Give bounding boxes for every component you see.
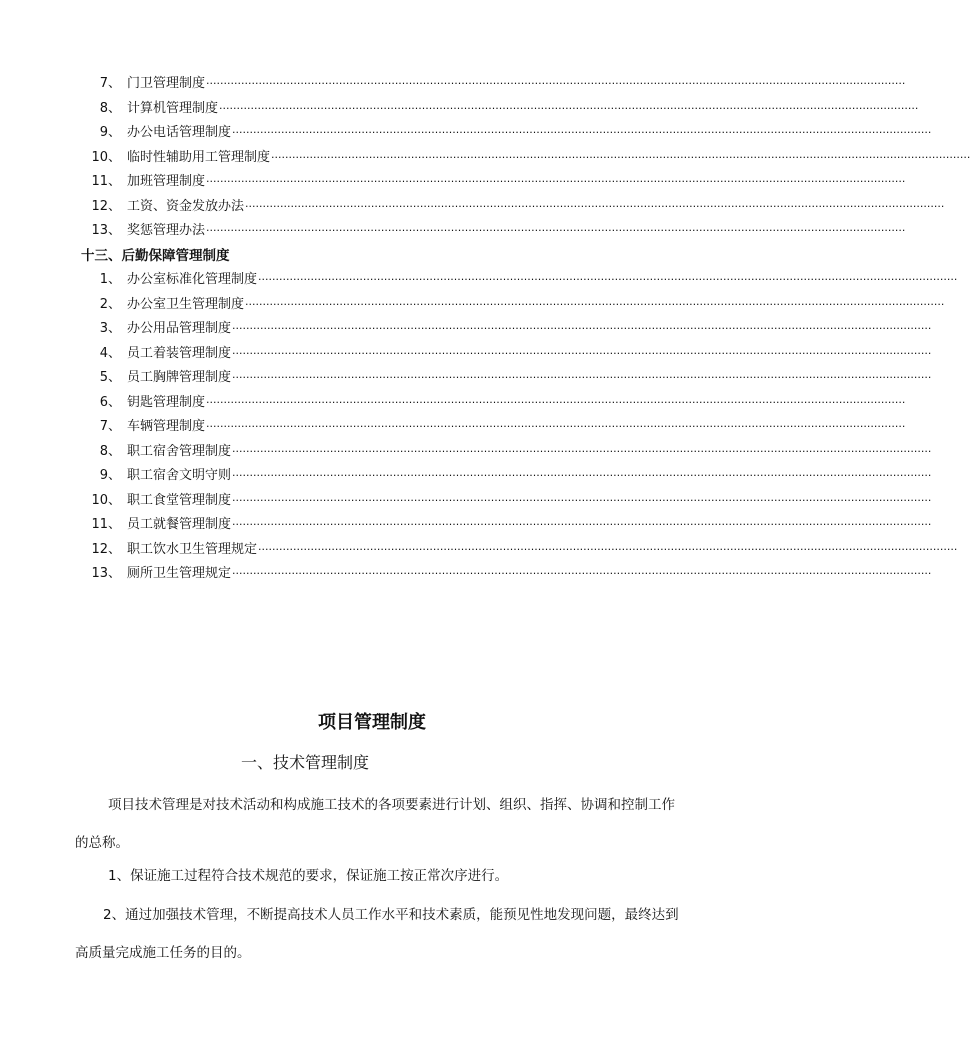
toc-leader-dots: ········································································································································································································	[232, 126, 932, 139]
toc-item-title: 员工就餐管理制度	[127, 517, 232, 532]
section-heading: 一、技术管理制度	[241, 753, 370, 772]
toc-section-title: 十三、后勤保障管理制度	[81, 247, 230, 264]
toc-item-number: 7、	[99, 76, 121, 91]
toc-item	[0, 366, 932, 391]
toc-item-title: 门卫管理制度	[127, 76, 206, 91]
toc-leader-dots: ········································································································································································································	[206, 420, 906, 433]
toc-item-title: 钥匙管理制度	[127, 394, 206, 410]
toc-item-number: 10、	[91, 492, 121, 508]
toc-item-title: 办公用品管理制度	[127, 321, 232, 336]
toc-leader-dots: ········································································································································································································	[232, 371, 932, 384]
toc-item-number: 1、	[99, 272, 121, 287]
toc-leader-dots: ········································································································································································································	[232, 518, 932, 531]
toc-leader-dots: ········································································································································································································	[271, 150, 970, 164]
toc-item	[0, 72, 906, 97]
toc-item-number: 9、	[99, 468, 121, 483]
toc-item	[0, 415, 906, 440]
toc-item-title: 职工食堂管理制度	[127, 492, 232, 508]
toc-leader-dots: ········································································································································································································	[232, 346, 932, 360]
toc-item-number: 13、	[91, 566, 121, 581]
toc-leader-dots: ········································································································································································································	[206, 224, 906, 237]
toc-item-number: 5、	[99, 370, 121, 385]
toc-item-number: 9、	[99, 125, 121, 140]
toc-item-number: 11、	[91, 517, 121, 532]
toc-item-number: 11、	[91, 174, 121, 189]
toc-leader-dots: ········································································································································································································	[206, 175, 906, 188]
toc-leader-dots: ········································································································································································································	[206, 395, 906, 409]
toc-item-title: 工资、资金发放办法	[127, 198, 245, 214]
toc-item	[0, 97, 919, 122]
toc-item	[0, 293, 945, 318]
toc-item	[0, 121, 932, 146]
toc-item	[0, 195, 945, 220]
toc-leader-dots: ········································································································································································································	[232, 567, 932, 580]
table-of-contents	[0, 72, 970, 587]
toc-item-number: 4、	[99, 345, 121, 361]
document-title: 项目管理制度	[318, 712, 426, 733]
paragraph-intro: 项目技术管理是对技术活动和构成施工技术的各项要素进行计划、组织、指挥、协调和控制工作的总称。	[75, 797, 675, 851]
toc-leader-dots: ········································································································································································································	[232, 493, 932, 507]
toc-leader-dots: ········································································································································································································	[245, 297, 945, 311]
toc-item	[0, 562, 932, 587]
toc-item-title: 职工宿舍文明守则	[127, 468, 232, 483]
toc-leader-dots: ········································································································································································································	[245, 199, 945, 213]
toc-leader-dots: ········································································································································································································	[258, 273, 958, 286]
paragraph-point-2: 2、通过加强技术管理，不断提高技术人员工作水平和技术素质，能预见性地发现问题，最终达到高质量完成施工任务的目的。	[75, 907, 679, 961]
toc-item	[0, 538, 958, 563]
toc-item-number: 3、	[99, 321, 121, 336]
toc-leader-dots: ········································································································································································································	[232, 469, 932, 482]
toc-item	[0, 146, 970, 171]
toc-item	[0, 170, 906, 195]
toc-item-title: 厕所卫生管理规定	[127, 566, 232, 581]
toc-item	[0, 513, 932, 538]
toc-item	[0, 317, 932, 342]
toc-leader-dots: ········································································································································································································	[232, 322, 932, 335]
toc-item	[0, 219, 906, 244]
toc-item-title: 奖惩管理办法	[127, 223, 206, 238]
toc-item-number: 12、	[91, 541, 121, 557]
toc-section-heading	[0, 244, 744, 269]
toc-item-title: 员工着装管理制度	[127, 345, 232, 361]
toc-item	[0, 464, 932, 489]
toc-item-number: 10、	[91, 149, 121, 165]
toc-item-title: 办公室卫生管理制度	[127, 296, 245, 312]
toc-item-number: 8、	[99, 100, 121, 116]
toc-leader-dots: ········································································································································································································	[258, 542, 958, 556]
toc-item-number: 12、	[91, 198, 121, 214]
toc-item-title: 职工饮水卫生管理规定	[127, 541, 258, 557]
toc-item-number: 13、	[91, 223, 121, 238]
toc-item	[0, 268, 958, 293]
toc-item-title: 加班管理制度	[127, 174, 206, 189]
toc-item	[0, 342, 932, 367]
toc-item	[0, 489, 932, 514]
toc-item-number: 8、	[99, 443, 121, 459]
toc-item-title: 员工胸牌管理制度	[127, 370, 232, 385]
paragraph-point-1: 1、保证施工过程符合技术规范的要求，保证施工按正常次序进行。	[108, 868, 509, 884]
toc-leader-dots: ········································································································································································································	[206, 77, 906, 90]
toc-item	[0, 391, 906, 416]
toc-item-title: 职工宿舍管理制度	[127, 443, 232, 459]
toc-item-number: 7、	[99, 419, 121, 434]
toc-item-title: 办公电话管理制度	[127, 125, 232, 140]
toc-leader-dots: ········································································································································································································	[219, 101, 919, 115]
toc-item-title: 临时性辅助用工管理制度	[127, 149, 271, 165]
toc-leader-dots: ········································································································································································································	[232, 444, 932, 458]
toc-item-number: 2、	[99, 296, 121, 312]
toc-item-number: 6、	[99, 394, 121, 410]
toc-item-title: 办公室标准化管理制度	[127, 272, 258, 287]
toc-item-title: 计算机管理制度	[127, 100, 219, 116]
toc-item	[0, 440, 932, 465]
toc-item-title: 车辆管理制度	[127, 419, 206, 434]
